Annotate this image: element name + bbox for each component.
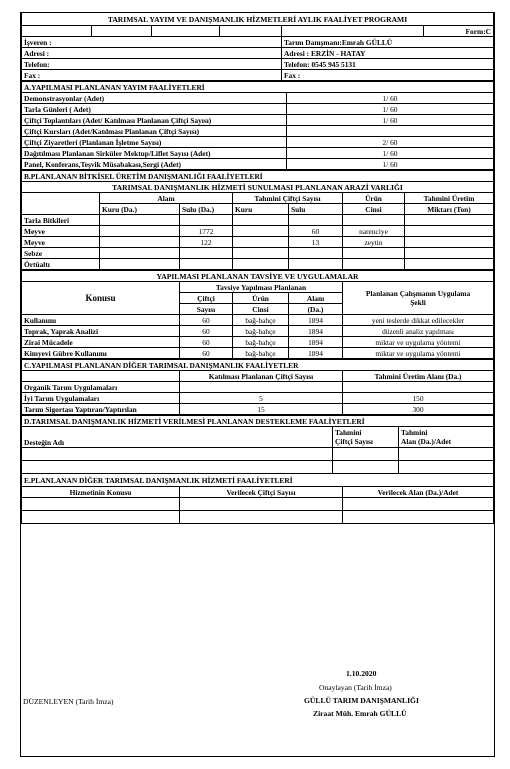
row-label: Örtüaltı: [22, 259, 100, 270]
cell: 60: [180, 337, 233, 348]
h-uretim: Tahmini Üretim: [405, 193, 494, 204]
row-label: Zirai Mücadele: [22, 337, 180, 348]
row-value: 1/ 60: [287, 148, 494, 159]
cell: zeytin: [343, 237, 405, 248]
form-title: TARIMSAL YAYIM VE DANIŞMANLIK HİZMETLERİ AYLIK FAALİYET PROGRAMI: [22, 13, 494, 26]
row-label: Dağıtılması Planlanan Sirküler Mektup/Liflet Sayısı (Adet): [22, 148, 287, 159]
table-row: [22, 326, 494, 337]
table-row: [22, 248, 494, 259]
section-d-title: D.TARIMSAL DANIŞMANLIK HİZMETİ VERİLMESİ PLANLANAN DESTEKLEME FAALİYETLERİ: [22, 416, 494, 427]
h-tahmini-2: Çiftçi Sayısı: [335, 437, 373, 446]
telefon-label: Telefon:: [22, 59, 282, 70]
cell: [100, 215, 180, 226]
isveren-label: İşveren :: [22, 37, 282, 48]
cell: 15: [180, 404, 343, 415]
cell: [100, 259, 180, 270]
h-sekil: [343, 282, 494, 315]
cell: [405, 248, 494, 259]
tavsiye-table: [21, 270, 494, 359]
section-b-table: [21, 170, 494, 270]
cell: [405, 215, 494, 226]
row-value: 1/ 60: [287, 93, 494, 104]
cell: 1894: [289, 337, 343, 348]
activity-program-form: [20, 12, 495, 757]
h-tahmini-1: Tahmini: [335, 428, 362, 437]
row-label: Çiftçi Kursları (Adet/Katılması Planlanan Çiftçi Sayısı): [22, 126, 287, 137]
section-c-table: [21, 359, 494, 415]
cell: [405, 237, 494, 248]
table-row: [22, 159, 494, 170]
row-label: İyi Tarım Uygulamaları: [22, 393, 180, 404]
table-row: [22, 382, 494, 393]
h-urun: Ürün: [343, 193, 405, 204]
cell: 60: [180, 315, 233, 326]
table-row: [22, 315, 494, 326]
table-row: [22, 215, 494, 226]
h-urun2: Cinsi: [343, 204, 405, 215]
danisman-address: Adresi : ERZİN - HATAY: [282, 48, 494, 59]
cell: [100, 237, 180, 248]
h-sekil-2: Şekli: [410, 298, 426, 307]
cell: [405, 259, 494, 270]
section-e-title: E.PLANLANAN DİĞER TARIMSAL DANIŞMANLIK HİZMETİ FAALİYETLERİ: [22, 474, 494, 487]
h-alani: Alanı: [289, 293, 343, 304]
section-b-subtitle: TARIMSAL DANIŞMANLIK HİZMETİ SUNULMASI PLANLANAN ARAZİ VARLIĞI: [22, 182, 494, 193]
h-uretim2: Miktarı (Ton): [405, 204, 494, 215]
company-name: GÜLLÜ TARIM DANIŞMANLIĞI: [304, 696, 419, 705]
row-value: 1/ 60: [287, 115, 494, 126]
cell: [180, 259, 233, 270]
cell: 122: [180, 237, 233, 248]
signature-area: [21, 651, 494, 751]
section-d-table: [21, 415, 494, 474]
cell: [343, 382, 494, 393]
h-sayi: Verilecek Çiftçi Sayısı: [180, 487, 343, 498]
table-row: [22, 448, 494, 461]
h-ciftci: Çiftçi: [180, 293, 233, 304]
row-label: Toprak, Yaprak Analizi: [22, 326, 180, 337]
table-row: [22, 93, 494, 104]
row-label: Çiftçi Ziyaretleri (Planlanan İşletme Sayısı): [22, 137, 287, 148]
table-row: [22, 498, 494, 511]
table-row: [22, 226, 494, 237]
row-label: Çiftçi Toplantıları (Adet/ Katılması Planlanan Çiftçi Sayısı): [22, 115, 287, 126]
fax-label: Fax :: [22, 70, 282, 81]
table-row: [22, 259, 494, 270]
table-row: [22, 137, 494, 148]
cell: bağ-bahçe: [233, 315, 289, 326]
section-a-title: A.YAPILMASI PLANLANAN YAYIM FAALİYETLERİ: [22, 82, 494, 93]
cell: [180, 215, 233, 226]
section-e-table: [21, 474, 494, 524]
cell: bağ-bahçe: [233, 326, 289, 337]
table-row: [22, 404, 494, 415]
h-tahmini: [333, 427, 399, 448]
cell: [289, 248, 343, 259]
cell: [233, 237, 289, 248]
row-label: Demonstrasyonlar (Adet): [22, 93, 287, 104]
cell: miktar ve uygulama yöntemi: [343, 337, 494, 348]
cell: 300: [343, 404, 494, 415]
danisman-fax: Fax :: [282, 70, 494, 81]
row-label: Panel, Konferans,Teşvik Müsabakası,Sergi (Adet): [22, 159, 287, 170]
row-value: 1/ 60: [287, 159, 494, 170]
row-value: 1/ 60: [287, 104, 494, 115]
cell: 60: [180, 326, 233, 337]
h-alan-2: Alan (Da.)/Adet: [401, 437, 452, 446]
h-alani: Alanı: [100, 193, 233, 204]
cell: 13: [289, 237, 343, 248]
row-label: Tarla Bitkileri: [22, 215, 100, 226]
h-urun: Ürün: [233, 293, 289, 304]
danisman-phone: Telefon: 0545 945 5131: [282, 59, 494, 70]
h-kuru: Kuru (Da.): [100, 204, 180, 215]
h-sulu2: Sulu: [289, 204, 343, 215]
table-row: [22, 237, 494, 248]
row-label: Kimyevi Gübre Kullanımı: [22, 348, 180, 359]
section-c-title: C.YAPILMASI PLANLANAN DİĞER TARIMSAL DANIŞMANLIK FAALİYETLER: [22, 360, 494, 371]
row-label: Organik Tarım Uygulamaları: [22, 382, 180, 393]
table-row: [22, 337, 494, 348]
cell: 60: [180, 348, 233, 359]
cell: düzenli analiz yapılması: [343, 326, 494, 337]
row-label: Kullanımı: [22, 315, 180, 326]
cell: 1772: [180, 226, 233, 237]
cell: [180, 248, 233, 259]
cell: yeni teslerde dikkat edilecekler: [343, 315, 494, 326]
cell: [233, 215, 289, 226]
cell: bağ-bahçe: [233, 337, 289, 348]
cell: [343, 259, 405, 270]
cell: 1894: [289, 326, 343, 337]
h-ciftci2: Sayısı: [180, 304, 233, 315]
approval-label: Onaylayan (Tarih İmza): [319, 683, 392, 692]
h-sekil-1: Planlanan Çalışmanın Uygulama: [365, 289, 471, 298]
cell: [233, 259, 289, 270]
h-plan: Tavsiye Yapılması Planlanan: [180, 282, 343, 293]
h-urun2: Cinsi: [233, 304, 289, 315]
approval-date: 1.10.2020: [346, 669, 377, 678]
h-sulu: Sulu (Da.): [180, 204, 233, 215]
table-row: [22, 511, 494, 524]
tavsiye-title: YAPILMASI PLANLANAN TAVSİYE VE UYGULAMALAR: [22, 271, 494, 282]
row-label: Meyve: [22, 226, 100, 237]
cell: [405, 226, 494, 237]
cell: bağ-bahçe: [233, 348, 289, 359]
cell: [233, 248, 289, 259]
h-konu: Hizmetinin Konusu: [22, 487, 180, 498]
cell: narenciye: [343, 226, 405, 237]
h-destek: Desteğin Adı: [22, 427, 333, 448]
engineer-name: Ziraat Müh. Emrah GÜLLÜ: [313, 709, 407, 718]
table-row: [22, 148, 494, 159]
cell: 1894: [289, 315, 343, 326]
table-row: [22, 115, 494, 126]
h-kuru2: Kuru: [233, 204, 289, 215]
cell: [289, 215, 343, 226]
row-label: Sebze: [22, 248, 100, 259]
cell: 150: [343, 393, 494, 404]
h-konusu: Konusu: [22, 282, 180, 315]
cell: [100, 248, 180, 259]
row-label: Tarım Sigortası Yaptıran/Yaptırılan: [22, 404, 180, 415]
row-value: [287, 126, 494, 137]
cell: [233, 226, 289, 237]
form-code: Form:C: [423, 26, 493, 37]
section-a-table: [21, 81, 494, 170]
table-row: [22, 126, 494, 137]
cell: 60: [289, 226, 343, 237]
cell: [289, 259, 343, 270]
cell: 5: [180, 393, 343, 404]
section-b-title: B.PLANLANAN BİTKİSEL ÜRETİM DANIŞMANLIĞI FAALİYETLERİ: [22, 171, 494, 182]
header-table: [21, 13, 494, 81]
h-alan: Verilecek Alan (Da.)/Adet: [343, 487, 494, 498]
prepared-by-label: DÜZENLEYEN (Tarih İmza): [23, 697, 114, 706]
table-row: [22, 393, 494, 404]
danisman-name: Tarım Danışmanı:Emrah GÜLLÜ: [282, 37, 494, 48]
row-label: Meyve: [22, 237, 100, 248]
cell: miktar ve uygulama yöntemi: [343, 348, 494, 359]
cell: [343, 248, 405, 259]
h-alani2: (Da.): [289, 304, 343, 315]
cell: [343, 215, 405, 226]
cell: 1894: [289, 348, 343, 359]
row-label: Tarla Günleri ( Adet): [22, 104, 287, 115]
h-alan: [399, 427, 494, 448]
h-katilma: Katılması Planlanan Çiftçi Sayısı: [180, 371, 343, 382]
cell: [180, 382, 343, 393]
adresi-label: Adresi :: [22, 48, 282, 59]
table-row: [22, 104, 494, 115]
row-value: 2/ 60: [287, 137, 494, 148]
table-row: [22, 461, 494, 474]
cell: [100, 226, 180, 237]
h-uretim: Tahmini Üretim Alanı (Da.): [343, 371, 494, 382]
h-alan-1: Tahmini: [401, 428, 428, 437]
table-row: [22, 348, 494, 359]
h-tahmini: Tahmini Çiftçi Sayısı: [233, 193, 343, 204]
